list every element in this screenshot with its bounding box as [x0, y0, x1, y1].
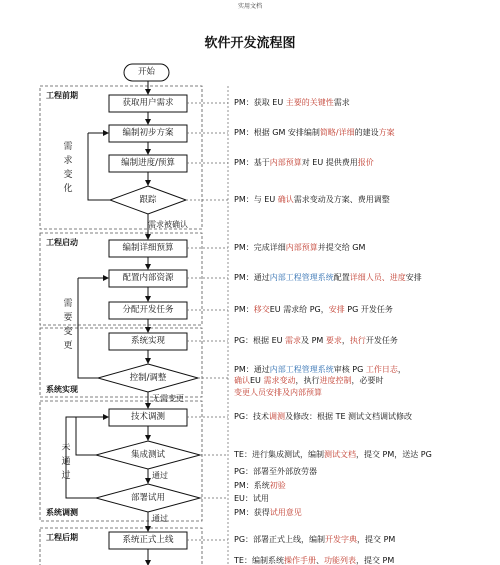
node-detail-budget: 编制详细预算 [122, 243, 174, 253]
note-segment: 详细人员、进度 [349, 273, 406, 282]
node-start: 开始 [137, 67, 155, 77]
node-config-res: 配置内部资源 [122, 273, 174, 283]
node-integ-test: 集成测试 [130, 450, 165, 460]
node-schedule: 编制进度/预算 [121, 158, 175, 168]
flow-label-req-change2: 需要变更 [63, 299, 73, 351]
note-segment: EU：试用 [234, 494, 269, 503]
note-segment: ，执行 [295, 376, 320, 385]
note-segment: 方案 [378, 128, 395, 137]
phase-label-late: 工程后期 [46, 533, 78, 542]
note-segment: 内部工程管理系统 [269, 273, 334, 282]
note-line [234, 129, 395, 137]
flow-label-passed2: 通过 [152, 514, 168, 523]
note-line [234, 337, 398, 345]
note-segment: 需求 [285, 336, 302, 345]
note-segment: 内部预算 [269, 158, 302, 167]
note-segment: 功能列表 [323, 556, 356, 565]
note-segment: PG：根据 EU [234, 336, 286, 345]
note-segment: 报价 [357, 158, 374, 167]
flow-label-no-change: 无需变更 [152, 394, 184, 403]
note-segment: PM：通过 [234, 273, 270, 282]
note-line [234, 196, 390, 204]
note-segment: 需求变动 [263, 376, 296, 385]
node-deploy-trial: 部署试用 [130, 493, 165, 503]
note-line [234, 274, 422, 282]
phase-label-impl: 系统实现 [46, 385, 78, 394]
node-plan: 编制初步方案 [122, 128, 174, 138]
note-segment: 主要的 [285, 98, 310, 107]
note-line [234, 389, 322, 397]
note-segment: 对 EU 提供费用 [301, 158, 358, 167]
note-segment: TE：编制系统 [234, 556, 284, 565]
note-segment: 内部预算 [285, 243, 318, 252]
note-segment: ，提交 PM [357, 535, 396, 544]
note-segment: 工作日志 [365, 365, 398, 374]
note-segment: 测试文档 [323, 450, 356, 459]
note-segment: PM：获得 [234, 508, 270, 517]
note-segment: 进度控制 [319, 376, 352, 385]
note-segment: PG：技术 [234, 412, 270, 421]
note-line [234, 377, 383, 385]
flow-label-req-change: 需求变化 [63, 142, 73, 194]
note-line [234, 413, 412, 421]
note-segment: PM：获取 EU [234, 98, 286, 107]
note-segment: PM：通过 [234, 365, 270, 374]
phase-label-debug: 系统调测 [46, 508, 78, 517]
node-sys-impl: 系统实现 [130, 336, 165, 346]
note-line [234, 557, 394, 565]
note-segment: 、 [315, 556, 324, 565]
note-segment: 移交 [253, 305, 270, 314]
note-segment: ， [397, 365, 406, 374]
note-line [234, 468, 317, 476]
note-segment: PM： [234, 305, 254, 314]
note-line [234, 451, 432, 459]
flow-label-req-confirmed: 需求被确认 [148, 220, 188, 229]
note-segment: PM：根据 GM 安排编制 [234, 128, 320, 137]
node-assign: 分配开发任务 [122, 305, 174, 315]
note-segment: 的建设 [354, 128, 379, 137]
note-segment: ，提交 PM [355, 556, 395, 565]
note-line [234, 509, 302, 517]
note-segment: PM：完成详细 [234, 243, 286, 252]
note-segment: 要求 [325, 336, 342, 345]
note-segment: 审核 PG [333, 365, 366, 374]
note-segment: 需求 [333, 98, 350, 107]
note-segment: 变更人员安排及内部预算 [234, 388, 322, 397]
note-segment: 内部工程管理系统 [269, 365, 334, 374]
note-line [234, 482, 286, 490]
note-line [234, 99, 350, 107]
note-segment: ，提交 PM，送达 PG [355, 450, 432, 459]
note-segment: PM：系统 [234, 481, 270, 490]
note-line [234, 159, 374, 167]
phase-label-early: 工程前期 [46, 91, 78, 100]
note-line [234, 306, 393, 314]
note-line [234, 495, 269, 503]
note-segment: 开发字典 [325, 535, 358, 544]
note-segment: 安排 [405, 273, 422, 282]
note-segment: 简略/详细 [319, 128, 355, 137]
note-segment: 并提交给 GM [317, 243, 366, 252]
note-segment: 确认 [277, 195, 294, 204]
note-segment: TE：进行集成测试，编制 [234, 450, 324, 459]
doc-label: 实用文档 [237, 3, 262, 10]
note-segment: 安排 [328, 305, 345, 314]
note-segment: PM：基于 [234, 158, 270, 167]
note-segment: EU 需求给 PG， [269, 305, 329, 314]
node-tech-debug: 技术调测 [130, 412, 165, 422]
note-segment: ， [341, 336, 350, 345]
note-segment: 及修改：根据 TE 测试文档调试修改 [285, 412, 413, 421]
node-go-live: 系统正式上线 [122, 535, 174, 545]
note-line [234, 536, 395, 544]
note-segment: ，必要时 [351, 376, 384, 385]
note-segment: 初验 [269, 481, 286, 490]
note-segment: 关键性 [309, 98, 334, 107]
note-segment: 确认 [234, 376, 250, 385]
note-segment: 试用意见 [269, 508, 302, 517]
note-segment: 操作手册 [283, 556, 316, 565]
note-segment: 需求变动及方案、费用调整 [293, 195, 390, 204]
note-segment: PM：与 EU [234, 195, 278, 204]
note-segment: 执行 [349, 336, 366, 345]
note-line [234, 366, 406, 374]
note-segment: 调测 [269, 412, 286, 421]
phase-label-start: 工程启动 [46, 238, 78, 247]
note-segment: EU [250, 376, 264, 385]
flow-label-passed: 通过 [152, 471, 168, 480]
flow-label-not-passed: 未通过 [61, 443, 71, 481]
page-title: 软件开发流程图 [204, 36, 296, 51]
note-segment: PG 开发任务 [344, 305, 393, 314]
node-track: 跟踪 [139, 195, 157, 205]
node-control: 控制/调整 [129, 373, 167, 383]
note-segment: PG：部署正式上线，编制 [234, 535, 326, 544]
note-segment: 开发任务 [365, 336, 398, 345]
note-segment: PG：部署至外部放劳器 [234, 467, 318, 476]
note-line [234, 244, 365, 252]
note-segment: 及 PM [301, 336, 326, 345]
node-get-req: 获取用户需求 [122, 98, 174, 108]
note-segment: 配置 [333, 273, 350, 282]
